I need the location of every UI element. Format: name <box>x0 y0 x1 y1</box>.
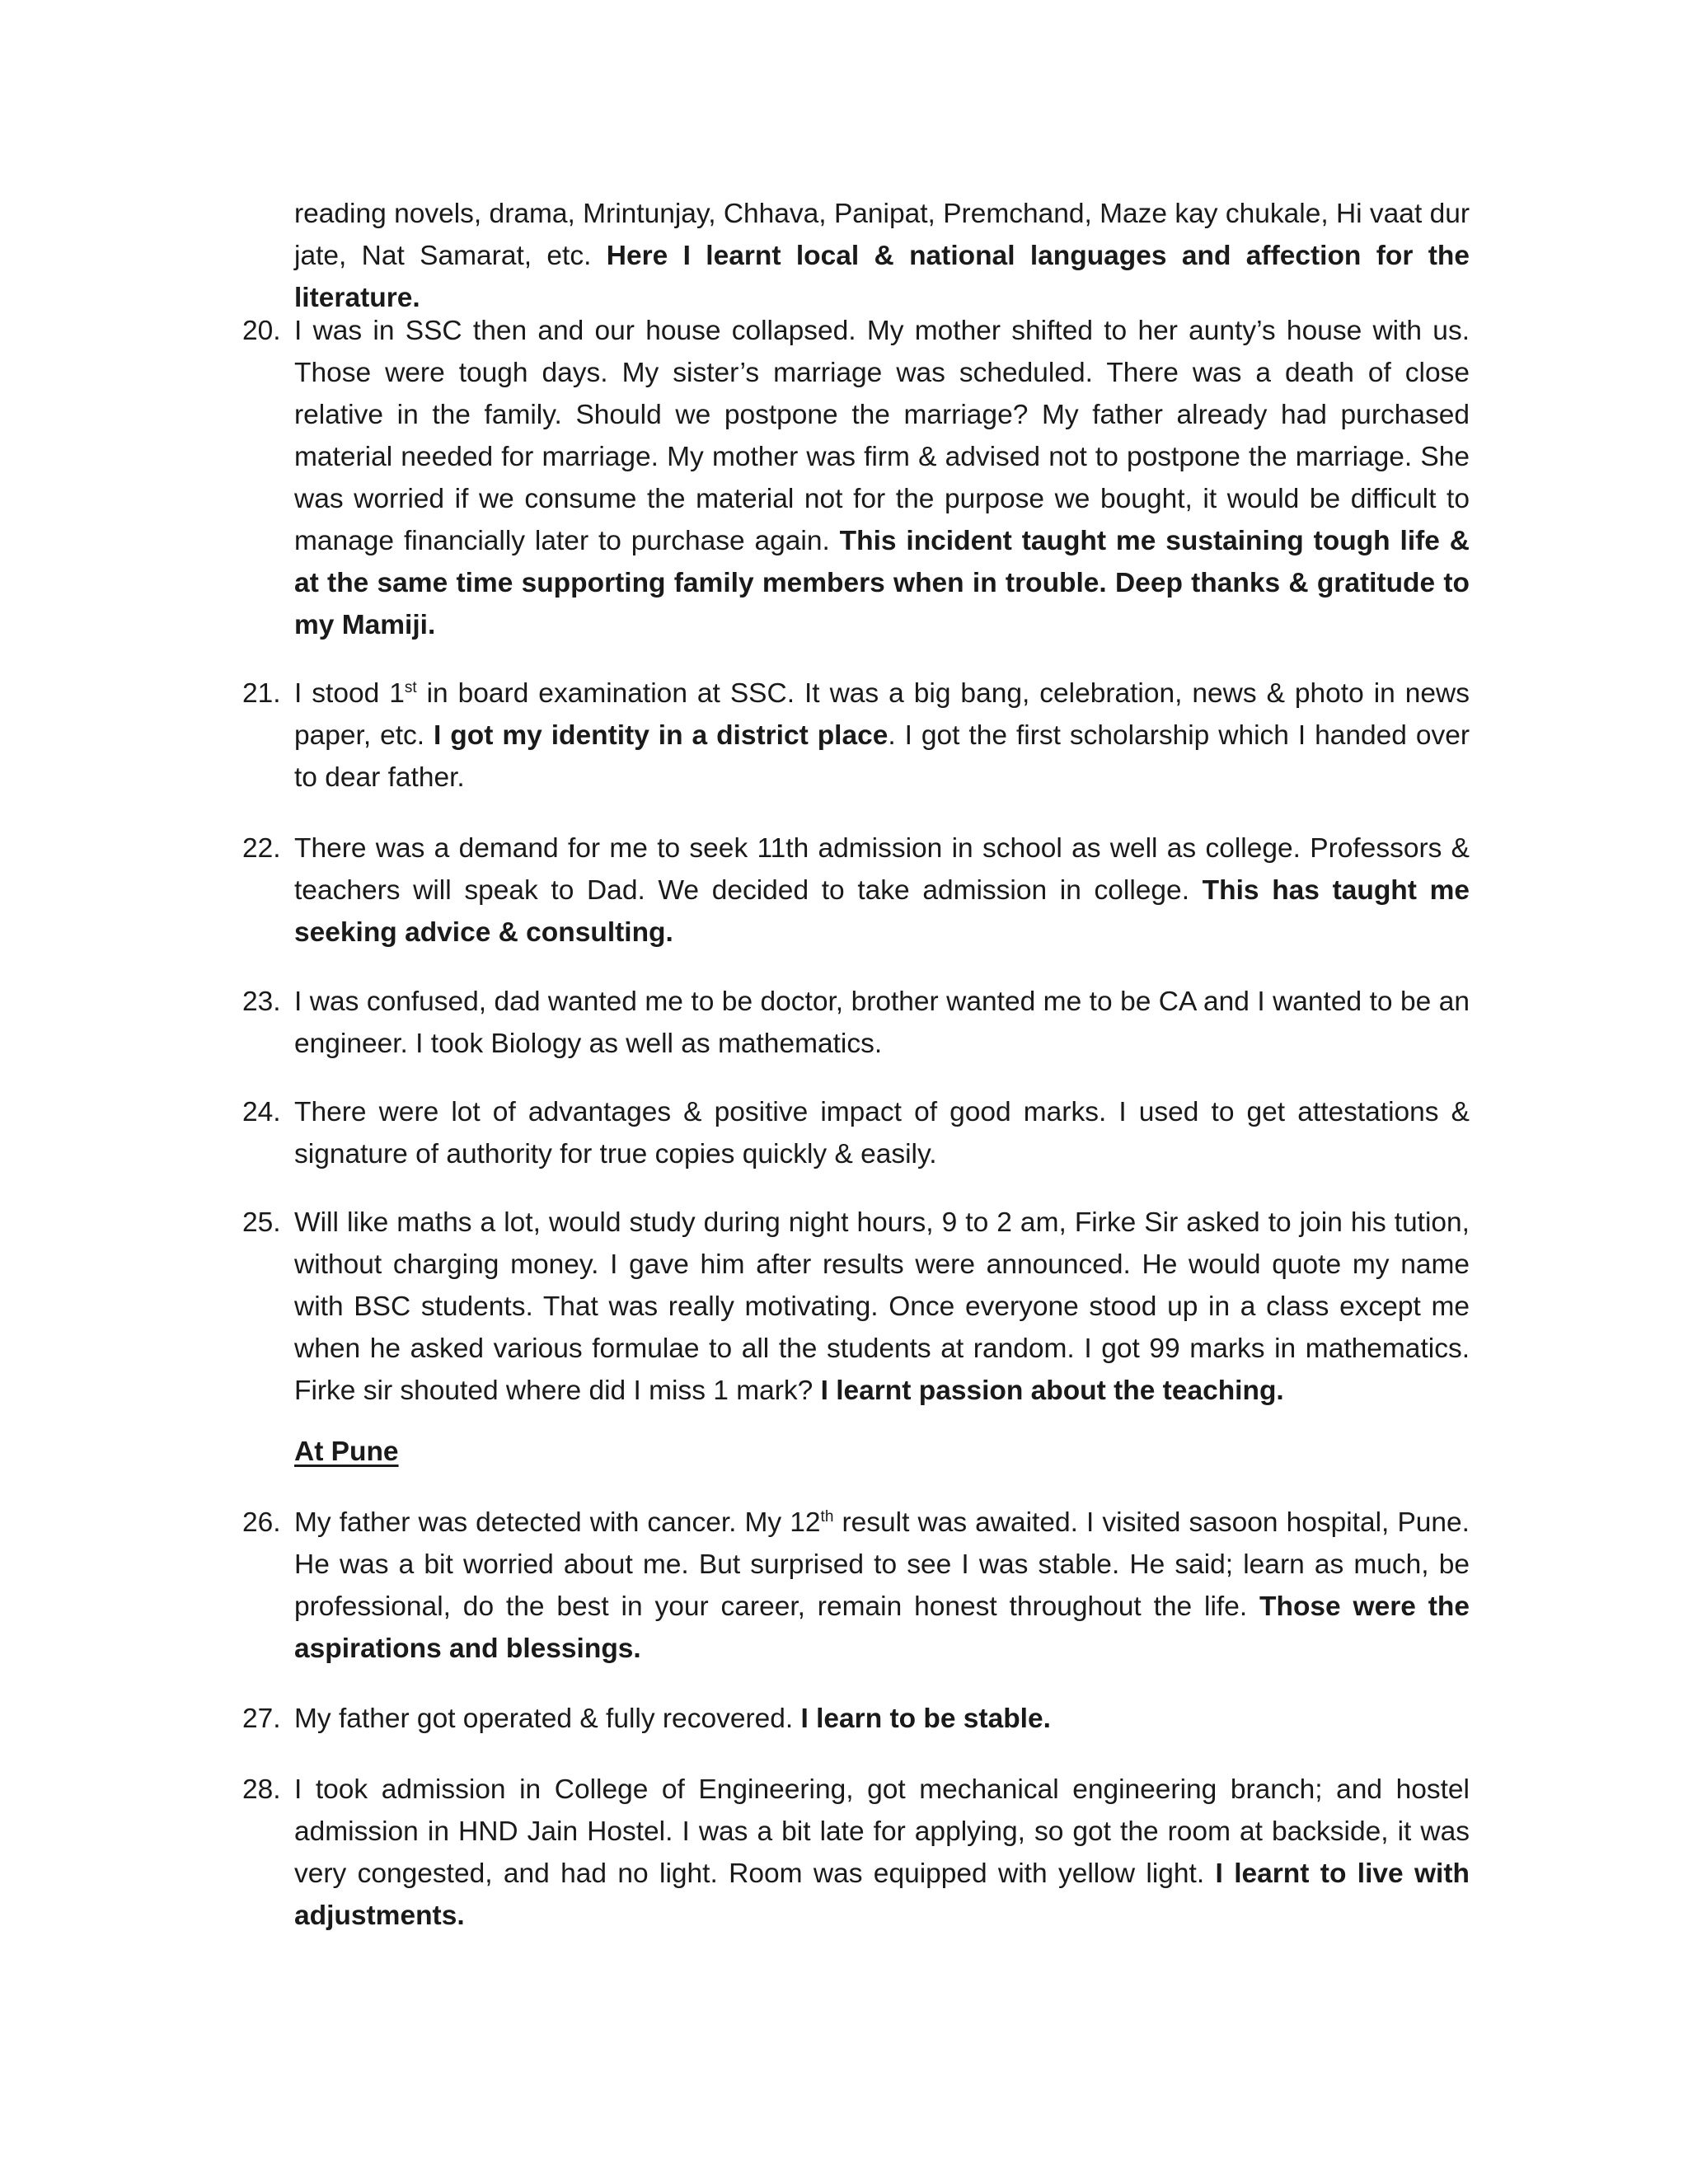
item-body <box>294 827 1470 954</box>
item-number: 24. <box>242 1097 281 1127</box>
item-text: There were lot of advantages & positive impact of good marks. I used to get attestations & signature of authority for true copies quickly & easily. <box>294 1097 1470 1169</box>
item-body <box>294 981 1470 1065</box>
item-text: I took admission in College of Engineering, got mechanical engineering branch; and hostel admission in HND Jain Hostel. I was a bit late for applying, so got the room at backside, it was very congested, and had no light. Room was equipped with yellow light. <box>294 1774 1470 1889</box>
item-body <box>294 1769 1470 1937</box>
list-item-21 <box>242 673 1470 799</box>
list-item-23 <box>242 981 1470 1065</box>
item-body <box>294 673 1470 799</box>
item-body <box>294 1202 1470 1412</box>
item-number: 25. <box>242 1207 281 1238</box>
list-item-24 <box>242 1091 1470 1175</box>
item-body <box>294 1698 1470 1740</box>
list-item-22 <box>242 827 1470 954</box>
item-bold-text: Those were the aspirations and blessings. <box>294 1591 1470 1664</box>
item-number: 20. <box>242 316 281 346</box>
list-item-20 <box>242 310 1470 646</box>
item-text: There was a demand for me to seek 11th admission in school as well as college. Professors & teachers will speak to Dad. We decided to take admission in college. <box>294 833 1470 906</box>
item-bold-text: This incident taught me sustaining tough life & at the same time supporting family members when in trouble. Deep thanks & gratitude to my Mamiji. <box>294 526 1470 640</box>
item-body <box>294 310 1470 646</box>
section-heading: At Pune <box>294 1436 399 1467</box>
list-item-27 <box>242 1698 1470 1740</box>
item-text: . I got the first scholarship which I handed over to dear father. <box>294 720 1470 793</box>
item-text: I stood 1 <box>294 678 405 709</box>
item-number: 21. <box>242 678 281 709</box>
item-number: 28. <box>242 1774 281 1805</box>
item-number: 22. <box>242 833 281 864</box>
item-text: in board examination at SSC. It was a big bang, celebration, news & photo in news paper, etc. <box>294 678 1470 751</box>
item-number: 26. <box>242 1507 281 1538</box>
item-bold-text: This has taught me seeking advice & consulting. <box>294 875 1470 948</box>
intro-text: reading novels, drama, Mrintunjay, Chhava, Panipat, Premchand, Maze kay chukale, Hi vaat dur jate, Nat Samarat, etc. <box>294 199 1470 271</box>
item-bold-text: I learn to be stable. <box>800 1704 1051 1734</box>
item-text: My father was detected with cancer. My 12 <box>294 1507 821 1538</box>
item-bold-text: I learnt passion about the teaching. <box>820 1376 1284 1406</box>
item-body <box>294 1091 1470 1175</box>
item-text: My father got operated & fully recovered. <box>294 1704 801 1734</box>
intro-bold-text: Here I learnt local & national languages and affection for the literature. <box>294 241 1470 313</box>
list-item-26 <box>242 1502 1470 1670</box>
intro-paragraph <box>294 193 1470 319</box>
item-body <box>294 1502 1470 1670</box>
item-text: result was awaited. I visited sasoon hospital, Pune. He was a bit worried about me. But surprised to see I was stable. He said; learn as much, be professional, do the best in your career, remain honest throughout the life. <box>294 1507 1470 1622</box>
list-item-25 <box>242 1202 1470 1412</box>
item-bold-text: I got my identity in a district place <box>434 720 889 751</box>
ordinal-superscript: th <box>820 1507 834 1526</box>
item-text: I was confused, dad wanted me to be doctor, brother wanted me to be CA and I wanted to be an engineer. I took Biology as well as mathematics. <box>294 987 1470 1059</box>
list-item-28 <box>242 1769 1470 1937</box>
item-text: I was in SSC then and our house collapsed. My mother shifted to her aunty’s house with us. Those were tough days. My sister’s marriage was scheduled. There was a death of close relative in the family. Should we postpone the marriage? My father already had purchased material needed for marriage. My mother was firm & advised not to postpone the marriage. She was worried if we consume the material not for the purpose we bought, it would be difficult to manage financially later to purchase again. <box>294 316 1470 556</box>
item-text: Will like maths a lot, would study during night hours, 9 to 2 am, Firke Sir asked to join his tution, without charging money. I gave him after results were announced. He would quote my name with BSC students. That was really motivating. Once everyone stood up in a class except me when he asked various formulae to all the students at random. I got 99 marks in mathematics. Firke sir shouted where did I miss 1 mark? <box>294 1207 1470 1406</box>
item-number: 23. <box>242 987 281 1017</box>
item-number: 27. <box>242 1704 281 1734</box>
item-bold-text: I learnt to live with adjustments. <box>294 1858 1470 1931</box>
ordinal-superscript: st <box>404 678 417 696</box>
